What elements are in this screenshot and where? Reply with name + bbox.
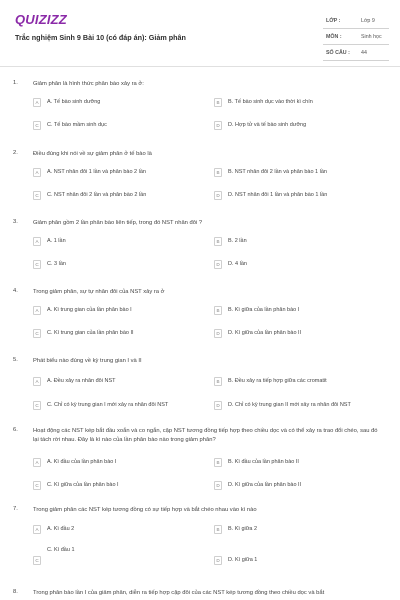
option-letter-box: A bbox=[33, 306, 41, 315]
option-a[interactable] bbox=[33, 458, 193, 469]
option-text: B. Tế bào sinh dục vào thời kì chín bbox=[228, 99, 313, 105]
question-text: Phát biểu nào đúng về kỳ trung gian I và II bbox=[33, 358, 142, 364]
option-letter-box: C bbox=[33, 329, 41, 338]
question-number: 2. bbox=[13, 150, 18, 156]
option-letter-box: D bbox=[214, 191, 222, 200]
option-text: A. NST nhân đôi 1 lần và phân bào 2 lần bbox=[47, 169, 146, 175]
option-d[interactable] bbox=[214, 260, 374, 271]
option-text: C. Tế bào mầm sinh dục bbox=[47, 122, 107, 128]
meta-value: Sinh học bbox=[361, 34, 382, 40]
option-text: A. Tế bào sinh dưỡng bbox=[47, 99, 101, 105]
option-c[interactable] bbox=[33, 481, 193, 492]
question-text: Giảm phân gồm 2 lần phân bào liên tiếp, trong đó NST nhân đôi ? bbox=[33, 220, 203, 226]
option-text: D. Kì giữa 1 bbox=[228, 557, 258, 563]
option-c[interactable] bbox=[33, 401, 193, 412]
option-letter-box: D bbox=[214, 329, 222, 338]
option-a[interactable] bbox=[33, 525, 193, 536]
option-d[interactable] bbox=[214, 121, 374, 132]
option-b[interactable] bbox=[214, 458, 374, 469]
option-c[interactable] bbox=[33, 191, 193, 202]
option-letter-box: B bbox=[214, 98, 222, 107]
option-text: D. NST nhân đôi 1 lần và phân bào 1 lần bbox=[228, 192, 328, 198]
question-number: 3. bbox=[13, 219, 18, 225]
option-letter-box: A bbox=[33, 168, 41, 177]
option-letter-box: D bbox=[214, 401, 222, 410]
option-text: B. Đều xảy ra tiếp hợp giữa các cromatit bbox=[228, 378, 327, 384]
option-text: A. 1 lần bbox=[47, 238, 66, 244]
option-d[interactable] bbox=[214, 481, 374, 492]
option-letter-box: B bbox=[214, 377, 222, 386]
question-text: Điều đúng khi nói về sự giảm phân ở tế bào là bbox=[33, 151, 152, 157]
option-d[interactable] bbox=[214, 329, 374, 340]
option-b[interactable] bbox=[214, 306, 374, 317]
option-text: C. Kì giữa của lần phân bào I bbox=[47, 482, 119, 488]
meta-row-subject bbox=[323, 29, 389, 45]
quizizz-logo: QUIZIZZ bbox=[15, 12, 67, 27]
option-text: C. Kì đầu 1 bbox=[47, 547, 75, 553]
option-letter-box: A bbox=[33, 377, 41, 386]
option-text: B. Kì giữa của lần phân bào I bbox=[228, 307, 300, 313]
option-letter-box: B bbox=[214, 237, 222, 246]
option-letter-box: D bbox=[214, 121, 222, 130]
option-text: C. Chỉ có kỳ trung gian I mới xảy ra nhân đôi NST bbox=[47, 402, 169, 408]
option-letter-box: C bbox=[33, 401, 41, 410]
question-text: Trong giảm phân các NST kép tương đồng có sự tiếp hợp và bắt chéo nhau vào kì nào bbox=[33, 507, 257, 513]
option-a[interactable] bbox=[33, 306, 193, 317]
option-b[interactable] bbox=[214, 377, 374, 388]
option-letter-box: A bbox=[33, 98, 41, 107]
meta-value: Lớp 9 bbox=[361, 18, 375, 24]
worksheet-meta bbox=[323, 13, 389, 61]
option-text: D. Kì giữa của lần phân bào II bbox=[228, 482, 302, 488]
option-text: B. Kì giữa 2 bbox=[228, 526, 258, 532]
option-text: A. Đều xảy ra nhân đôi NST bbox=[47, 378, 116, 384]
question-text: Trong phân bào lần I của giảm phân, diễn ra tiếp hợp cặp đôi của các NST kép tương đồng theo chiều dọc và bắt bbox=[33, 590, 325, 596]
option-a[interactable] bbox=[33, 377, 193, 388]
question-number: 5. bbox=[13, 357, 18, 363]
question-number: 7. bbox=[13, 506, 18, 512]
option-letter-box: C bbox=[33, 481, 41, 490]
option-letter-box: C bbox=[33, 260, 41, 269]
worksheet-header bbox=[0, 0, 400, 66]
option-text: A. Kì đầu 2 bbox=[47, 526, 75, 532]
option-a[interactable] bbox=[33, 168, 193, 179]
option-text: D. Kì giữa của lần phân bào II bbox=[228, 330, 302, 336]
meta-value: 44 bbox=[361, 50, 367, 56]
option-text: C. NST nhân đôi 2 lần và phân bào 2 lần bbox=[47, 192, 147, 198]
meta-row-question-count bbox=[323, 45, 389, 61]
option-text: D. Hợp tử và tế bào sinh dưỡng bbox=[228, 122, 307, 128]
option-text: D. 4 lần bbox=[228, 261, 247, 267]
question-text: Giảm phân là hình thức phân bào xảy ra ở: bbox=[33, 81, 144, 87]
option-text: B. Kì đầu của lần phân bào II bbox=[228, 459, 299, 465]
option-letter-box: B bbox=[214, 458, 222, 467]
option-text: C. 3 lần bbox=[47, 261, 66, 267]
question-number: 6. bbox=[13, 427, 18, 433]
option-letter-box: B bbox=[214, 168, 222, 177]
question-text: Trong giảm phân, sự tự nhân đôi của NST xảy ra ở bbox=[33, 289, 165, 295]
option-text: B. NST nhân đôi 2 lần và phân bào 1 lần bbox=[228, 169, 327, 175]
option-letter-box: A bbox=[33, 237, 41, 246]
option-text: A. Kì trung gian của lần phân bào I bbox=[47, 307, 132, 313]
option-d[interactable] bbox=[214, 191, 374, 202]
option-letter-box: D bbox=[214, 260, 222, 269]
option-d[interactable] bbox=[214, 556, 374, 567]
option-letter-box: D bbox=[214, 556, 222, 565]
header-divider bbox=[0, 66, 400, 67]
option-letter-box: D bbox=[214, 481, 222, 490]
meta-row-class bbox=[323, 13, 389, 29]
worksheet-title: Trắc nghiệm Sinh 9 Bài 10 (có đáp án): Giảm phân bbox=[15, 33, 186, 42]
option-text: B. 2 lần bbox=[228, 238, 247, 244]
option-b[interactable] bbox=[214, 237, 374, 248]
option-letter-box: C bbox=[33, 191, 41, 200]
option-a[interactable] bbox=[33, 98, 193, 109]
question-number: 8. bbox=[13, 589, 18, 595]
option-text: C. Kì trung gian của lần phân bào II bbox=[47, 330, 134, 336]
option-letter-box: C bbox=[33, 556, 41, 565]
option-c[interactable] bbox=[33, 260, 193, 271]
option-c[interactable] bbox=[33, 121, 193, 132]
option-b[interactable] bbox=[214, 98, 374, 109]
meta-key: MÔN : bbox=[326, 34, 342, 40]
option-text: A. Kì đầu của lần phân bào I bbox=[47, 459, 117, 465]
option-text: D. Chỉ có kỳ trung gian II mới xảy ra nhân đôi NST bbox=[228, 402, 351, 408]
option-b[interactable] bbox=[214, 168, 374, 179]
option-b[interactable] bbox=[214, 525, 374, 536]
question-number: 4. bbox=[13, 288, 18, 294]
option-d[interactable] bbox=[214, 401, 374, 412]
option-c[interactable] bbox=[33, 547, 193, 573]
option-letter-box: C bbox=[33, 121, 41, 130]
question-number: 1. bbox=[13, 80, 18, 86]
option-letter-box: B bbox=[214, 525, 222, 534]
option-a[interactable] bbox=[33, 237, 193, 248]
meta-key: LỚP : bbox=[326, 18, 341, 24]
question-text: Hoạt động các NST kép bắt đầu xoắn và co ngắn, cặp NST tương đồng tiếp hợp theo chiều dọc và có thể xảy ra trao đổi chéo, sau đó lại tách rời nhau. Đây là kì nào của lần phân bào nào trong giảm phân? bbox=[33, 428, 378, 443]
option-letter-box: A bbox=[33, 525, 41, 534]
option-letter-box: A bbox=[33, 458, 41, 467]
option-letter-box: B bbox=[214, 306, 222, 315]
meta-key: SỐ CÂU : bbox=[326, 50, 350, 56]
option-c[interactable] bbox=[33, 329, 193, 340]
